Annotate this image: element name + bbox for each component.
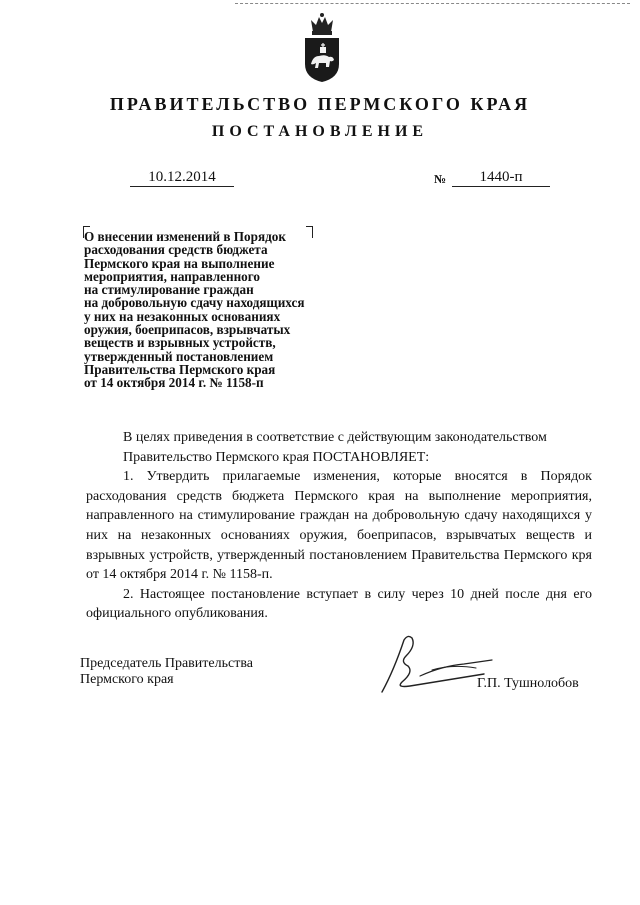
document-date: 10.12.2014	[130, 168, 234, 187]
subject-line: О внесении изменений в Порядок	[84, 229, 286, 244]
intro-paragraph-line-2: Правительство Пермского края ПОСТАНОВЛЯЕТ:	[123, 449, 430, 465]
document-type: ПОСТАНОВЛЕНИЕ	[211, 123, 429, 140]
subject-line: на стимулирование граждан	[84, 282, 254, 298]
subject-line: расходования средств бюджета	[84, 242, 268, 258]
decree-item-2: 2. Настоящее постановление вступает в силу через 10 дней после дня его официального опубликования.	[86, 586, 592, 622]
perm-krai-coat-of-arms-icon	[301, 12, 343, 84]
organization-title: ПРАВИТЕЛЬСТВО ПЕРМСКОГО КРАЯ	[109, 94, 531, 114]
subject-line: утвержденный постановлением	[84, 348, 274, 364]
document-subject	[84, 230, 384, 390]
signer-position-line: Пермского края	[80, 672, 174, 687]
intro-paragraph-line-1: В целях приведения в соответствие с действующим законодательством	[123, 430, 547, 445]
subject-line: мероприятия, направленного	[84, 268, 261, 284]
number-sign: №	[434, 172, 447, 186]
decree-item-1: 1. Утвердить прилагаемые изменения, которые вносятся в Порядок расходования средств бюджета Пермского края на выполнение мероприятия, направленного на стимулирование граждан на добровольную сдачу находящихся у них на незаконных основаниях оружия, боеприпасов, взрывчатых веществ и взрывных устройств, утвержденный постановлением Правительства Пермского кря от 14 октября 2014 г. № 1158-п.	[86, 469, 592, 583]
subject-line: у них на незаконных основаниях	[84, 308, 281, 324]
subject-line: на добровольную сдачу находящихся	[84, 295, 305, 311]
signer-position-line: Председатель Правительства	[80, 656, 253, 671]
signer-name: Г.П. Тушнолобов	[477, 676, 579, 691]
subject-line: от 14 октября 2014 г. № 1158-п	[84, 375, 264, 391]
document-number: 1440-п	[452, 168, 550, 187]
signer-position	[80, 656, 253, 688]
document-body	[86, 428, 592, 624]
subject-line: оружия, боеприпасов, взрывчатых	[84, 322, 291, 338]
subject-line: Пермского края на выполнение	[84, 255, 275, 271]
subject-line: Правительства Пермского края	[84, 361, 276, 377]
subject-line: веществ и взрывных устройств,	[84, 335, 276, 351]
top-edge-line	[235, 3, 630, 4]
